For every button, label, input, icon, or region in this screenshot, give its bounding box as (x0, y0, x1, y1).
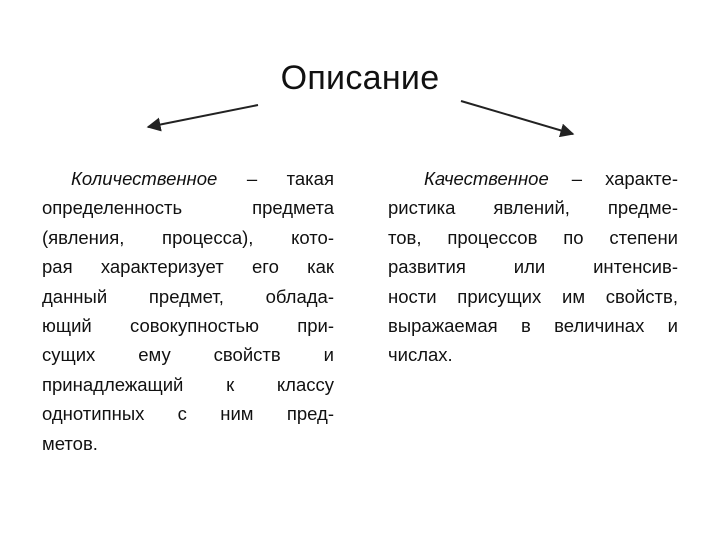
definition-line: выражаемая в величинах и (388, 315, 678, 337)
definition-text: характе- (605, 168, 678, 189)
quantitative-term: Количественное (71, 168, 218, 189)
definition-line: однотипных с ним пред- (42, 403, 334, 425)
definition-line: данный предмет, облада- (42, 285, 334, 307)
definition-line: числах. (388, 344, 453, 366)
arrow-right (461, 101, 573, 134)
definition-line: метов. (42, 432, 98, 454)
page-title: Описание (280, 59, 440, 97)
definition-line: развития или интенсив- (388, 256, 678, 278)
definition-line: рая характеризует его как (42, 256, 334, 278)
quantitative-definition (42, 164, 334, 458)
definition-line: (явления, процесса), кото- (42, 226, 334, 248)
dash: – (217, 168, 287, 189)
dash: – (548, 168, 606, 189)
qualitative-term: Качественное (424, 168, 549, 189)
definition-line: принадлежащий к классу (42, 373, 334, 395)
definition-line: ности присущих им свойств, (388, 285, 678, 307)
definition-line (388, 164, 678, 193)
arrow-left (148, 105, 258, 127)
definition-line (42, 164, 334, 193)
definition-line: ющий совокупностью при- (42, 315, 334, 337)
qualitative-definition (388, 164, 678, 370)
definition-line: определенность предмета (42, 197, 334, 219)
definition-line: тов, процессов по степени (388, 226, 678, 248)
definition-line: сущих ему свойств и (42, 344, 334, 366)
definition-line: ристика явлений, предме- (388, 197, 678, 219)
definition-text: такая (286, 168, 334, 189)
